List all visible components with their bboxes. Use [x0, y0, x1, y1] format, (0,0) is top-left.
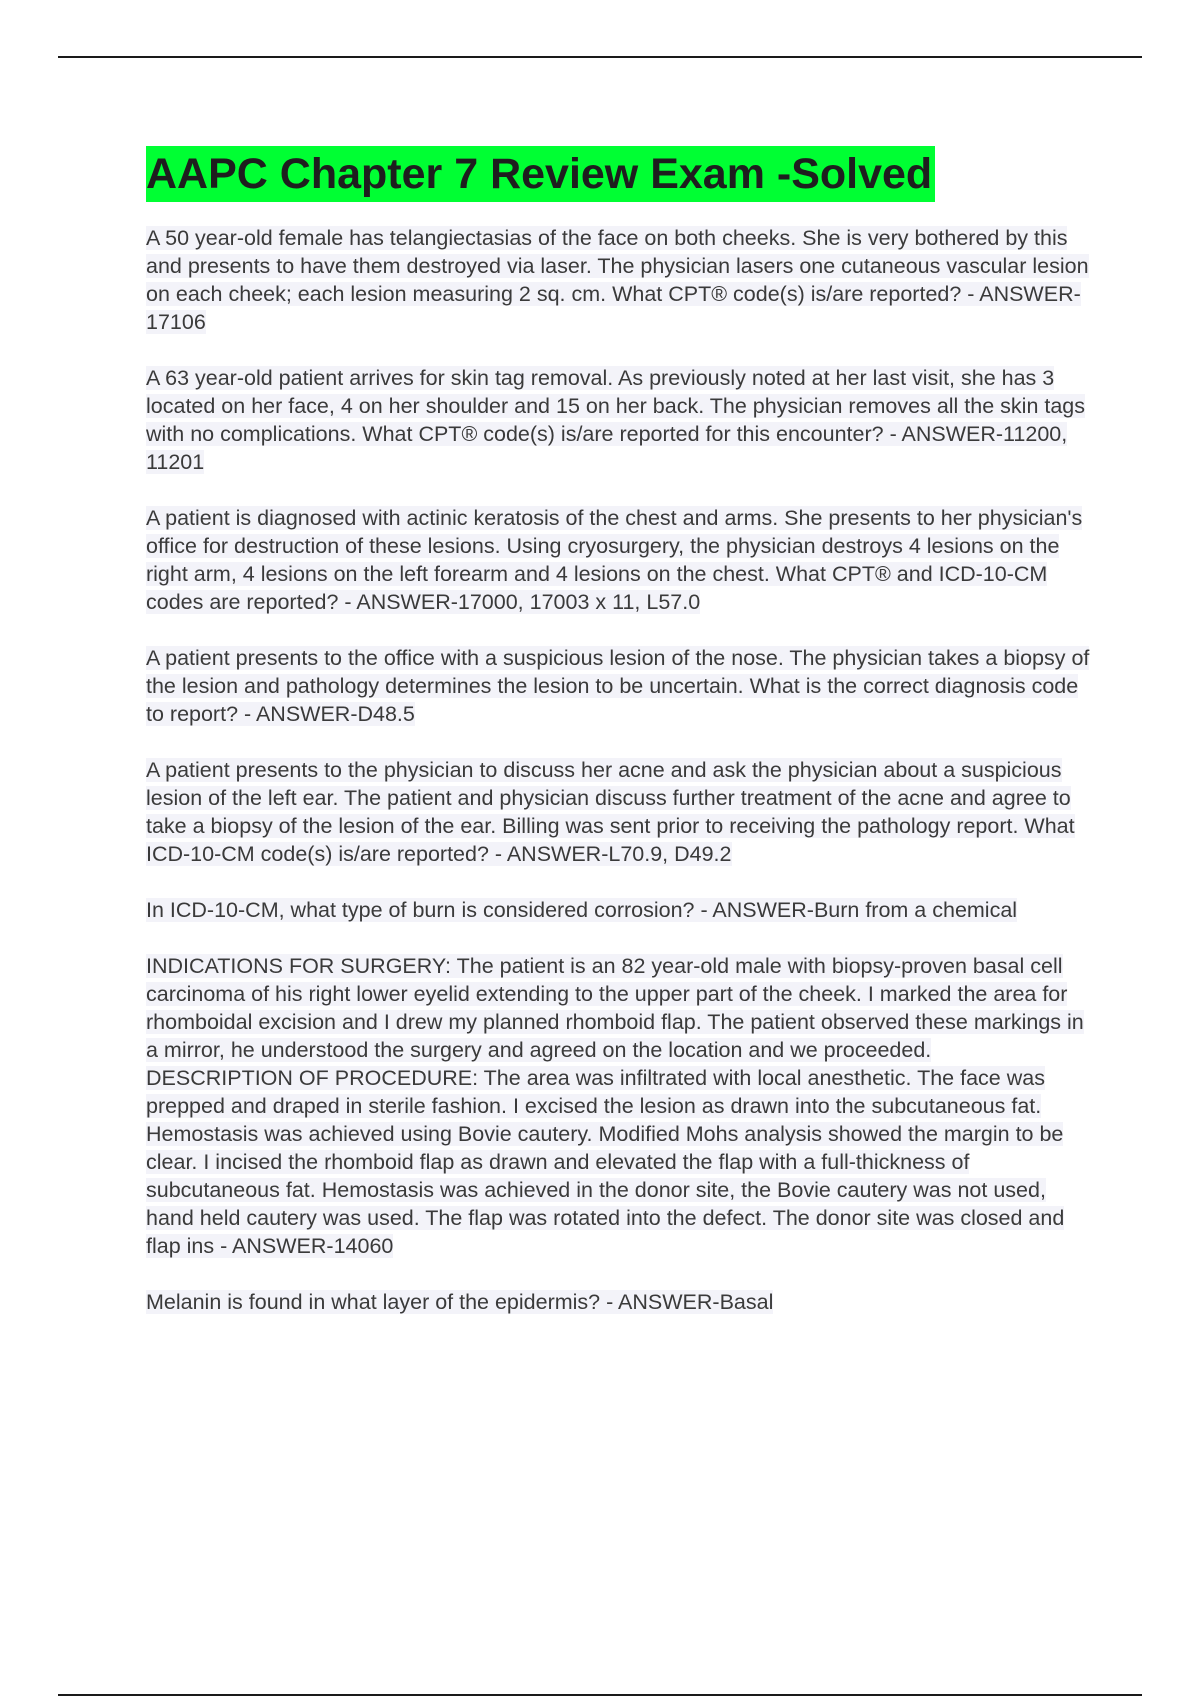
question-7-procedure: [146, 1064, 1091, 1260]
question-2: [146, 364, 1091, 476]
question-3: [146, 504, 1091, 616]
question-1-text: A 50 year-old female has telangiectasias of the face on both cheeks. She is very bothered by this and presents to have them destroyed via laser. The physician lasers one cutaneous vascular lesion on each cheek; each lesion measuring 2 sq. cm. What CPT® code(s) is/are reported? - ANSWER-17106: [146, 226, 1089, 334]
question-8-text: Melanin is found in what layer of the epidermis? - ANSWER-Basal: [146, 1290, 774, 1314]
question-5-text: A patient presents to the physician to discuss her acne and ask the physician about a suspicious lesion of the left ear. The patient and physician discuss further treatment of the acne and agree to take a biopsy of the lesion of the ear. Billing was sent prior to receiving the pathology report. What ICD-10-CM code(s) is/are reported? - ANSWER-L70.9, D49.2: [146, 758, 1075, 866]
question-1: [146, 224, 1091, 336]
question-3-text: A patient is diagnosed with actinic keratosis of the chest and arms. She presents to her physician's office for destruction of these lesions. Using cryosurgery, the physician destroys 4 lesions on the right arm, 4 lesions on the left forearm and 4 lesions on the chest. What CPT® and ICD-10-CM codes are reported? - ANSWER-17000, 17003 x 11, L57.0: [146, 506, 1083, 614]
top-rule: [58, 56, 1142, 58]
question-8: [146, 1288, 1091, 1316]
bottom-rule: [58, 1694, 1142, 1696]
question-7-procedure-text: DESCRIPTION OF PROCEDURE: The area was infiltrated with local anesthetic. The face was prepped and draped in sterile fashion. I excised the lesion as drawn into the subcutaneous fat. Hemostasis was achieved using Bovie cautery. Modified Mohs analysis showed the margin to be clear. I incised the rhomboid flap as drawn and elevated the flap with a full-thickness of subcutaneous fat. Hemostasis was achieved in the donor site, the Bovie cautery was not used, hand held cautery was used. The flap was rotated into the defect. The donor site was closed and flap ins - ANSWER-14060: [146, 1066, 1065, 1258]
question-7-indications: [146, 952, 1091, 1064]
question-4-text: A patient presents to the office with a suspicious lesion of the nose. The physician takes a biopsy of the lesion and pathology determines the lesion to be uncertain. What is the correct diagnosis code to report? - ANSWER-D48.5: [146, 646, 1090, 726]
question-5: [146, 756, 1091, 868]
question-4: [146, 644, 1091, 728]
question-2-text: A 63 year-old patient arrives for skin tag removal. As previously noted at her last visit, she has 3 located on her face, 4 on her shoulder and 15 on her back. The physician removes all the skin tags with no complications. What CPT® code(s) is/are reported for this encounter? - ANSWER-11200, 11201: [146, 366, 1086, 474]
document-body: [146, 146, 1091, 1344]
document-title: AAPC Chapter 7 Review Exam -Solved: [146, 146, 935, 202]
question-6-text: In ICD-10-CM, what type of burn is considered corrosion? - ANSWER-Burn from a chemical: [146, 898, 1018, 922]
question-7-indications-text: INDICATIONS FOR SURGERY: The patient is an 82 year-old male with biopsy-proven basal cell carcinoma of his right lower eyelid extending to the upper part of the cheek. I marked the area for rhomboidal excision and I drew my planned rhomboid flap. The patient observed these markings in a mirror, he understood the surgery and agreed on the location and we proceeded.: [146, 954, 1084, 1062]
question-6: [146, 896, 1091, 924]
